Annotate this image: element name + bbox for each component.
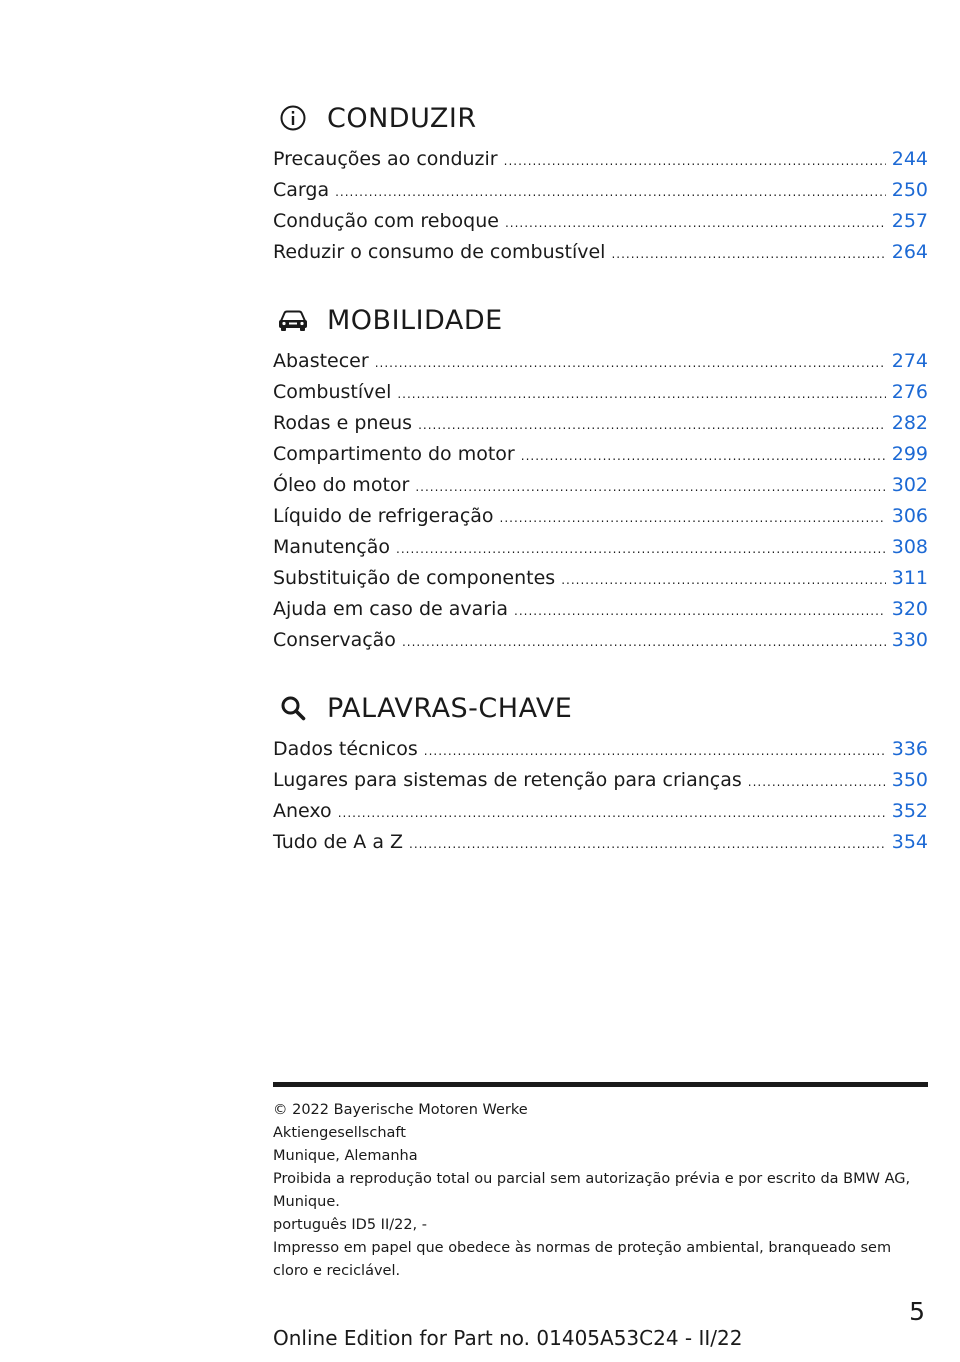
toc-entry[interactable] <box>273 827 928 858</box>
imprint-line: © 2022 Bayerische Motoren Werke <box>273 1102 528 1118</box>
toc-entry-label: Manutenção <box>273 536 391 558</box>
toc-page-link[interactable]: 306 <box>891 505 928 527</box>
imprint-line: Impresso em papel que obedece às normas de proteção ambiental, branqueado sem <box>273 1240 892 1256</box>
toc-entry-label: Compartimento do motor <box>273 443 515 465</box>
toc-entry-label: Tudo de A a Z <box>273 831 404 853</box>
dot-leader <box>500 503 886 534</box>
section-header <box>273 686 928 730</box>
dot-leader <box>396 534 886 565</box>
toc-entry[interactable] <box>273 594 928 625</box>
toc-entry-label: Reduzir o consumo de combustível <box>273 241 606 263</box>
toc-entry[interactable] <box>273 734 928 765</box>
dot-leader <box>375 348 886 379</box>
toc-page-link[interactable]: 264 <box>891 241 928 263</box>
dot-leader <box>514 596 886 627</box>
toc-entry-label: Combustível <box>273 381 392 403</box>
dot-leader <box>402 627 886 658</box>
toc-entry-label: Ajuda em caso de avaria <box>273 598 509 620</box>
toc-page-link[interactable]: 352 <box>891 800 928 822</box>
toc-entry-label: Líquido de refrigeração <box>273 505 494 527</box>
dot-leader <box>415 472 885 503</box>
toc-entry[interactable] <box>273 346 928 377</box>
toc-entry[interactable] <box>273 377 928 408</box>
toc-page-link[interactable]: 250 <box>891 179 928 201</box>
car-icon <box>277 304 309 336</box>
dot-leader <box>409 829 886 860</box>
online-edition-watermark: Online Edition for Part no. 01405A53C24 - II/22 <box>273 1326 743 1350</box>
section-title: CONDUZIR <box>327 102 477 134</box>
toc-page-link[interactable]: 311 <box>891 567 928 589</box>
toc-entry[interactable] <box>273 796 928 827</box>
toc-page-link[interactable]: 330 <box>891 629 928 651</box>
toc-page-link[interactable]: 302 <box>891 474 928 496</box>
dot-leader <box>505 208 886 239</box>
toc-entry-label: Condução com reboque <box>273 210 499 232</box>
toc-entry-label: Rodas e pneus <box>273 412 413 434</box>
imprint-line: cloro e reciclável. <box>273 1263 401 1279</box>
toc-page-link[interactable]: 299 <box>891 443 928 465</box>
dot-leader <box>504 146 886 177</box>
toc-page-link[interactable]: 274 <box>891 350 928 372</box>
dot-leader <box>397 379 885 410</box>
imprint-line: Aktiengesellschaft <box>273 1125 406 1141</box>
toc-entry[interactable] <box>273 408 928 439</box>
imprint-line: Munique, Alemanha <box>273 1148 418 1164</box>
toc-entry-label: Lugares para sistemas de retenção para crianças <box>273 769 742 791</box>
section-title: MOBILIDADE <box>327 304 503 336</box>
page-number: 5 <box>909 1297 925 1326</box>
toc-page-link[interactable]: 320 <box>891 598 928 620</box>
toc-page-link[interactable]: 282 <box>891 412 928 434</box>
imprint <box>273 1099 928 1283</box>
dot-leader <box>418 410 886 441</box>
toc-page-link[interactable]: 276 <box>891 381 928 403</box>
toc-entry[interactable] <box>273 175 928 206</box>
toc-entry[interactable] <box>273 144 928 175</box>
section-title: PALAVRAS-CHAVE <box>327 692 573 724</box>
toc-page-link[interactable]: 257 <box>891 210 928 232</box>
section-mobilidade <box>273 298 928 656</box>
search-icon <box>277 692 309 724</box>
dot-leader <box>335 177 886 208</box>
toc-entry[interactable] <box>273 501 928 532</box>
table-of-contents <box>273 96 928 888</box>
dot-leader <box>338 798 886 829</box>
dot-leader <box>748 767 886 798</box>
toc-entry[interactable] <box>273 206 928 237</box>
toc-entry-label: Precauções ao conduzir <box>273 148 498 170</box>
toc-entry[interactable] <box>273 563 928 594</box>
dot-leader <box>561 565 886 596</box>
toc-entry[interactable] <box>273 470 928 501</box>
toc-entry[interactable] <box>273 765 928 796</box>
section-palavras-chave <box>273 686 928 858</box>
section-conduzir <box>273 96 928 268</box>
toc-page-link[interactable]: 350 <box>891 769 928 791</box>
toc-entry[interactable] <box>273 439 928 470</box>
toc-page-link[interactable]: 244 <box>891 148 928 170</box>
dot-leader <box>611 239 885 270</box>
imprint-line: português ID5 II/22, - <box>273 1217 428 1233</box>
info-icon <box>277 102 309 134</box>
dot-leader <box>424 736 886 767</box>
toc-entry-label: Dados técnicos <box>273 738 418 760</box>
dot-leader <box>521 441 886 472</box>
toc-entry[interactable] <box>273 625 928 656</box>
section-header <box>273 298 928 342</box>
footer-divider <box>273 1082 928 1087</box>
imprint-line: Proibida a reprodução total ou parcial sem autorização prévia e por escrito da BMW AG, <box>273 1171 911 1187</box>
toc-entry[interactable] <box>273 532 928 563</box>
toc-entry-label: Óleo do motor <box>273 474 410 496</box>
toc-entry-label: Substituição de componentes <box>273 567 556 589</box>
toc-entry-label: Abastecer <box>273 350 369 372</box>
section-header <box>273 96 928 140</box>
imprint-line: Munique. <box>273 1194 340 1210</box>
toc-entry[interactable] <box>273 237 928 268</box>
toc-entry-label: Conservação <box>273 629 396 651</box>
toc-entry-label: Carga <box>273 179 330 201</box>
toc-page-link[interactable]: 308 <box>891 536 928 558</box>
toc-page-link[interactable]: 354 <box>891 831 928 853</box>
toc-entry-label: Anexo <box>273 800 332 822</box>
toc-page-link[interactable]: 336 <box>891 738 928 760</box>
